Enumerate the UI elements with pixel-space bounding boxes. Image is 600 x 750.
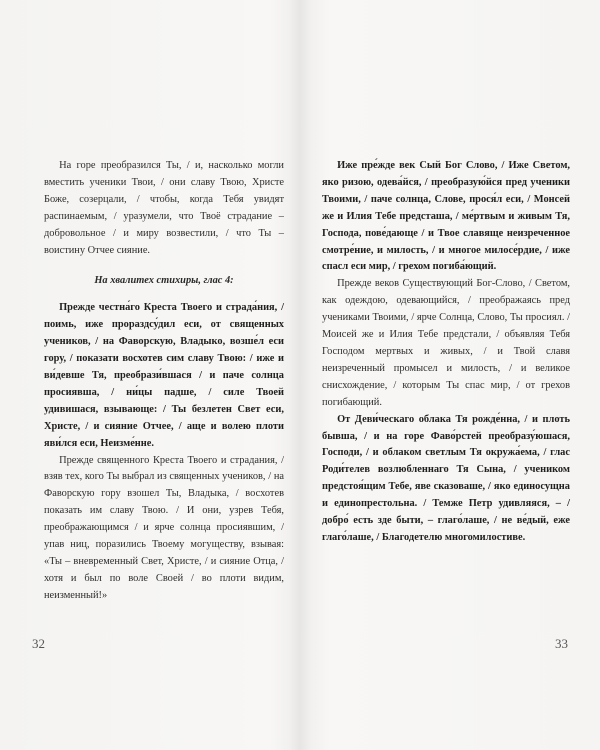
- left-page-number: 32: [32, 636, 45, 651]
- section-heading: На хвалитех стихиры, глас 4:: [94, 275, 234, 287]
- left-paragraph-3: Прежде священного Креста Твоего и страдания, / взяв тех, кого Ты выбрал из священных учеников, / на Фаворскую гору взошел Ты, Владыка, / восхотев показать им славу Твою. / И они, узрев Тебя, преображающимся / и ярче солнца просиявшим, / упав ниц, поразились Твоему могуществу, взывая: «Ты – вневременный Свет, Христе, / и сияние Отца, / хотя и был по воле Своей / во плоти видим, неизменный!»: [44, 454, 284, 601]
- right-page: [300, 0, 600, 750]
- right-page-number: 33: [555, 636, 568, 651]
- left-text-column: [44, 158, 284, 605]
- left-paragraph-1: На горе преобразился Ты, / и, насколько могли вместить ученики Твои, / они славу Твою, Христе Боже, созерцали, / чтобы, когда Тебя увидят распинаемым, / уразумели, что Твоё страдание – добровольное / и миру возвестили, / что Ты – воистину Отчее сияние.: [44, 160, 284, 256]
- right-text-column: [322, 158, 570, 547]
- right-paragraph-3: От Деви́ческаго облака Тя рожде́нна, / и плоть бывша, / и на горе Фаво́рстей преобразу́юшася, Господи, / и облаком светлым Тя окружа́ема, / глас Роди́телев возлюбленнаго Тя Сына, / учеником предстоя́щим Тебе, яве сказоваше, / яко единосущна и единопрестольна. / Темже Петр удивляяся, – / добро́ есть зде быти, – глаго́лаше, / не ве́дый, еже глаго́лаше, / Благодетелю многомилостиве.: [322, 413, 570, 543]
- right-paragraph-1: Иже пре́жде век Сый Бог Слово, / Иже Светом, яко ризою, одева́йся, / преобразую́йся пред ученики Твоими, / паче солнца, Слове, прося́л еси, / Монсей же и Илия Тебе предсташа, / ме́ртвым и живым Тя, Господа, пове́дающе / и Твое славяще неизреченное смотре́ние, и милость, / и многое милосе́рдие, / иже спасл еси мир, / грехом погиба́ющий.: [322, 160, 570, 273]
- right-paragraph-2: Прежде веков Существующий Бог-Слово, / Светом, как одеждою, одевающийся, / преображаясь пред учениками Твоими, / ярче Солнца, Слово, Ты просиял. / Моисей же и Илия Тебе предстали, / объявляя Тебя Господом мертвых и живых, / и Твой славя неизреченный промысел и милость, / и великое снисхождение, / которым Ты спас мир, / от грехов погибающий.: [322, 278, 570, 408]
- left-paragraph-2: Прежде честна́го Креста Твоего и страда́ния, / поимь, иже прораздсу́дил еси, от священных учеников, / на Фаворскую, Владыко, возше́л еси гору, / показати восхотев сим славу Твою: / иже и ви́девше Тя, преобрази́вшася / и паче солнца просиявша, / ни́цы падше, / силе Твоей удивишася, взывающе: / Ты безлетен Свет еси, Христе, / и сияние Отчее, / аще и волею плоти яви́лся еси, Неизме́нне.: [44, 302, 284, 449]
